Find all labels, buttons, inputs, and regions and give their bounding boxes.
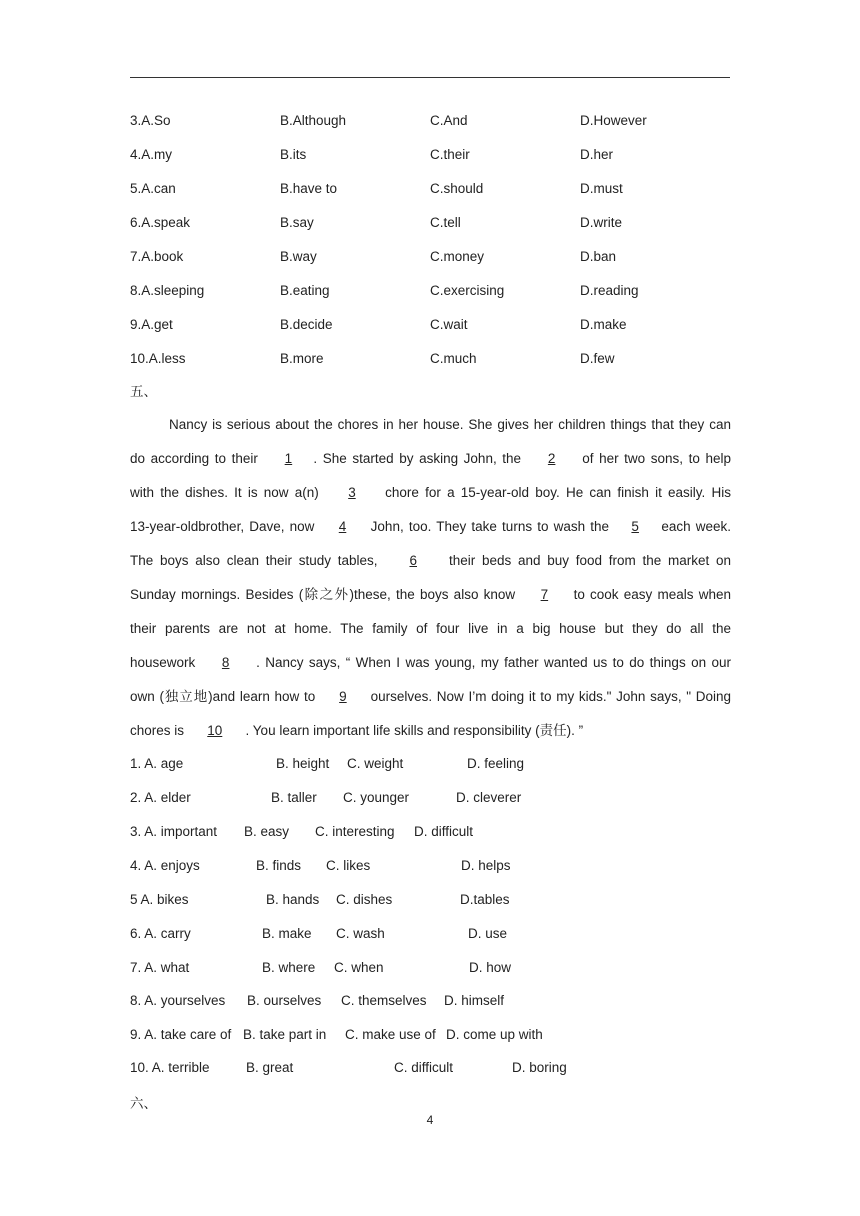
option-choice: B.way — [280, 249, 317, 264]
question-option: B. take part in — [243, 1027, 327, 1042]
section-5-heading: 五、 — [130, 384, 157, 400]
option-choice: D.ban — [580, 249, 617, 264]
passage-text: chores is — [130, 723, 188, 738]
question-number-and-option-a: 10. A. terrible — [130, 1060, 210, 1075]
question-option: C. make use of — [345, 1027, 436, 1042]
question-number-and-option-a: 1. A. age — [130, 756, 184, 771]
question-option: B. taller — [271, 790, 317, 805]
passage-text: with the dishes. It is now a(n) — [130, 485, 325, 500]
passage-text: each week. — [656, 519, 732, 534]
passage-text: own (独立地)and learn how to — [130, 689, 320, 704]
section-6-heading: 六、 — [130, 1096, 157, 1112]
question-option: B. height — [276, 756, 330, 771]
question-option: B. great — [246, 1060, 294, 1075]
option-row — [130, 247, 730, 267]
question-number-and-option-a: 8. A. yourselves — [130, 993, 226, 1008]
passage-text: do according to their — [130, 451, 264, 466]
passage-text: . You learn important life skills and responsibility (责任). ” — [241, 723, 584, 738]
option-choice: B.more — [280, 351, 324, 366]
passage-line — [130, 653, 731, 673]
question-option: B. easy — [244, 824, 290, 839]
passage-line — [130, 585, 731, 605]
option-choice: D.write — [580, 215, 623, 230]
passage-text: John, too. They take turns to wash the — [365, 519, 615, 534]
question-option: C. likes — [326, 858, 371, 873]
question-number-and-option-a: 2. A. elder — [130, 790, 191, 805]
blank-number: 6 — [409, 553, 417, 568]
option-choice: D.few — [580, 351, 615, 366]
option-choice: C.tell — [430, 215, 461, 230]
question-number-and-option-a: 6. A. carry — [130, 926, 191, 941]
question-option: B. ourselves — [247, 993, 322, 1008]
passage-text: Nancy is serious about the chores in her house. She gives her children things that they can — [169, 417, 731, 432]
option-row — [130, 179, 730, 199]
question-option: D. difficult — [414, 824, 474, 839]
passage-line — [130, 483, 731, 503]
blank-number: 1 — [284, 451, 293, 466]
header-rule — [130, 77, 730, 78]
option-choice: C.should — [430, 181, 484, 196]
question-option: B. hands — [266, 892, 320, 907]
page-number: 4 — [426, 1113, 434, 1127]
option-choice: D.make — [580, 317, 627, 332]
question-option: B. make — [262, 926, 312, 941]
passage-text: . Nancy says, “ When I was young, my father wanted us to do things on our — [250, 655, 731, 670]
option-choice: C.much — [430, 351, 477, 366]
passage-text: Sunday mornings. Besides (除之外)these, the boys also know — [130, 587, 521, 602]
question-option: D. boring — [512, 1060, 567, 1075]
option-choice: C.money — [430, 249, 485, 264]
question-option: D. how — [469, 960, 512, 975]
option-choice: 4.A.my — [130, 147, 173, 162]
question-option: D. come up with — [446, 1027, 543, 1042]
passage-line — [130, 517, 731, 537]
passage-text: chore for a 15-year-old boy. He can finish it easily. His — [378, 485, 732, 500]
blank-number: 7 — [540, 587, 549, 602]
passage-line — [130, 687, 731, 707]
question-option: D. feeling — [467, 756, 525, 771]
option-choice: D.her — [580, 147, 614, 162]
question-number-and-option-a: 7. A. what — [130, 960, 190, 975]
question-option: D. helps — [461, 858, 511, 873]
blank-number: 10 — [207, 723, 223, 738]
passage-line — [169, 415, 731, 435]
option-choice: 7.A.book — [130, 249, 184, 264]
question-option: B. finds — [256, 858, 302, 873]
blank-number: 4 — [338, 519, 347, 534]
question-option: C. younger — [343, 790, 410, 805]
option-row — [130, 111, 730, 131]
option-choice: B.eating — [280, 283, 330, 298]
question-option: C. dishes — [336, 892, 393, 907]
question-number-and-option-a: 3. A. important — [130, 824, 218, 839]
option-row — [130, 213, 730, 233]
option-choice: D.However — [580, 113, 647, 128]
passage-line — [130, 721, 731, 741]
option-choice: 8.A.sleeping — [130, 283, 205, 298]
passage-text: 13-year-oldbrother, Dave, now — [130, 519, 320, 534]
option-choice: B.have to — [280, 181, 338, 196]
blank-number: 8 — [221, 655, 230, 670]
option-choice: C.their — [430, 147, 470, 162]
option-choice: 6.A.speak — [130, 215, 191, 230]
question-option: C. when — [334, 960, 384, 975]
option-choice: 10.A.less — [130, 351, 186, 366]
question-number-and-option-a: 5 A. bikes — [130, 892, 189, 907]
question-option: D. himself — [444, 993, 505, 1008]
option-choice: 9.A.get — [130, 317, 173, 332]
question-number-and-option-a: 9. A. take care of — [130, 1027, 232, 1042]
question-option: C. wash — [336, 926, 385, 941]
passage-line — [130, 619, 731, 639]
option-choice: D.reading — [580, 283, 639, 298]
question-option: D. use — [468, 926, 508, 941]
option-choice: B.decide — [280, 317, 333, 332]
option-choice: B.Although — [280, 113, 347, 128]
question-option: D. cleverer — [456, 790, 522, 805]
option-choice: 3.A.So — [130, 113, 171, 128]
passage-text: ourselves. Now I’m doing it to my kids." John says, " Doing — [365, 689, 732, 704]
option-choice: C.exercising — [430, 283, 505, 298]
option-row — [130, 281, 730, 301]
option-choice: C.wait — [430, 317, 468, 332]
passage-text: their beds and buy food from the market on — [442, 553, 731, 568]
option-row — [130, 145, 730, 165]
question-option: C. interesting — [315, 824, 395, 839]
question-option: C. difficult — [394, 1060, 454, 1075]
passage-text: The boys also clean their study tables, — [130, 553, 385, 568]
passage-text: of her two sons, to help — [576, 451, 732, 466]
passage-text: . She started by asking John, the — [313, 451, 527, 466]
passage-line — [130, 551, 731, 571]
passage-text: their parents are not at home. The family of four live in a big house but they do all the — [130, 621, 731, 636]
option-choice: C.And — [430, 113, 468, 128]
blank-number: 9 — [339, 689, 347, 704]
passage-line — [130, 449, 731, 469]
option-choice: D.must — [580, 181, 623, 196]
blank-number: 3 — [348, 485, 356, 500]
option-choice: B.its — [280, 147, 307, 162]
option-choice: B.say — [280, 215, 314, 230]
blank-number: 2 — [547, 451, 556, 466]
question-option: C. weight — [347, 756, 404, 771]
option-row — [130, 315, 730, 335]
question-number-and-option-a: 4. A. enjoys — [130, 858, 200, 873]
option-choice: 5.A.can — [130, 181, 176, 196]
question-option: D.tables — [460, 892, 510, 907]
option-row — [130, 349, 730, 369]
question-option: B. where — [262, 960, 316, 975]
passage-text: housework — [130, 655, 201, 670]
question-option: C. themselves — [341, 993, 427, 1008]
blank-number: 5 — [631, 519, 639, 534]
passage-text: to cook easy meals when — [568, 587, 731, 602]
